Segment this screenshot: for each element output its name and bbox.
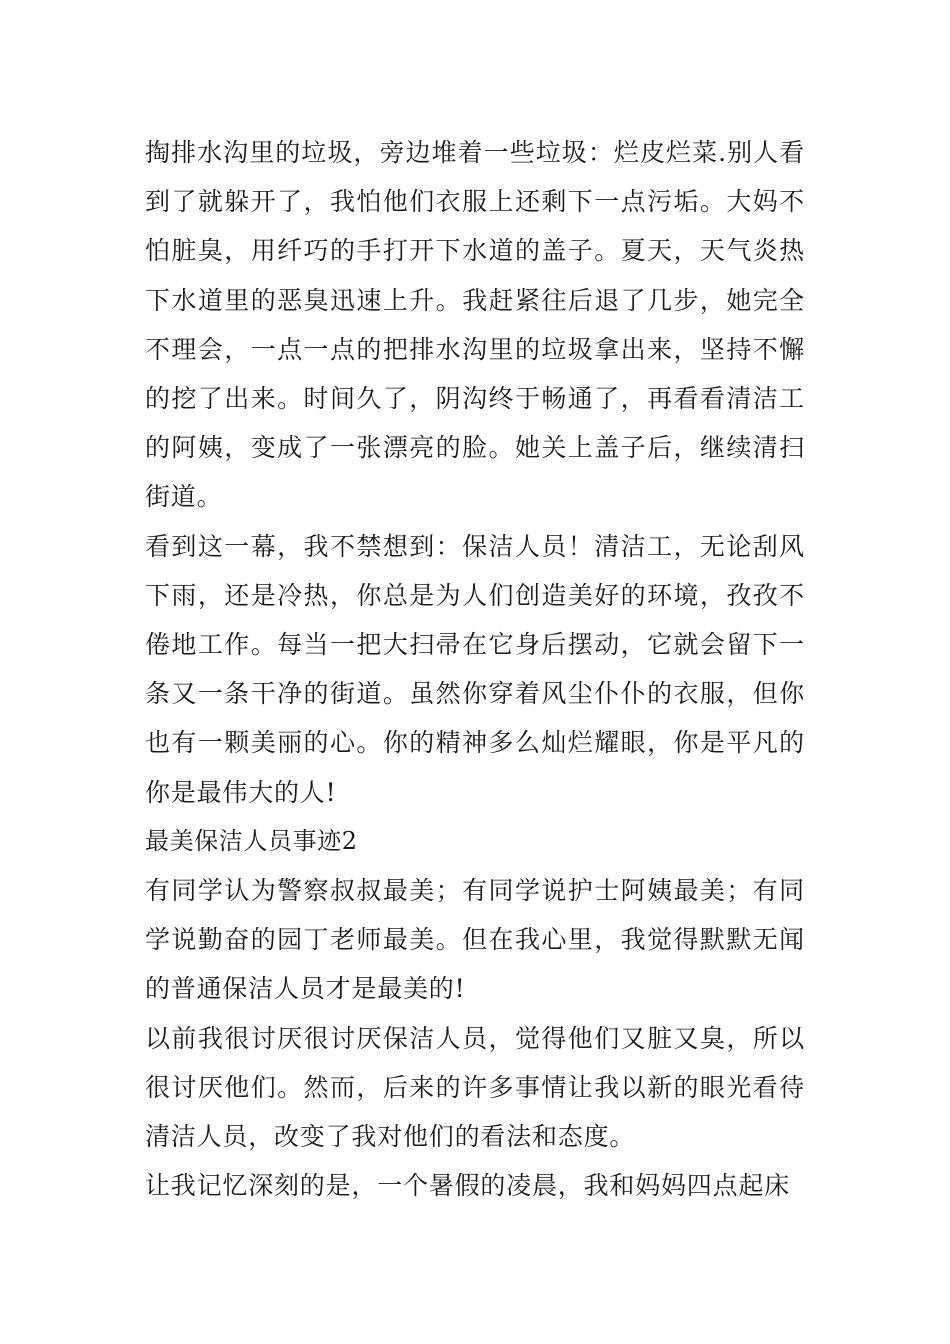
paragraph-cleaning-drain: 掏排水沟里的垃圾，旁边堆着一些垃圾：烂皮烂菜.别人看到了就躲开了，我怕他们衣服上还剩下一点污垢。大妈不怕脏臭，用纤巧的手打开下水道的盖子。夏天，天气炎热下水道里的恶臭迅速上升。我赶紧往后退了几步，她完全不理会，一点一点的把排水沟里的垃圾拿出来，坚持不懈的挖了出来。时间久了，阴沟终于畅通了，再看看清洁工的阿姨，变成了一张漂亮的脸。她关上盖子后，继续清扫街道。 [145, 138, 805, 512]
document-page [145, 128, 805, 1210]
paragraph-summer-morning: 让我记忆深刻的是，一个暑假的凌晨，我和妈妈四点起床 [145, 1171, 791, 1201]
paragraph-changed-view: 以前我很讨厌很讨厌保洁人员，觉得他们又脏又臭，所以很讨厌他们。然而，后来的许多事情让我以新的眼光看待清洁人员，改变了我对他们的看法和态度。 [145, 1023, 805, 1152]
section-heading: 最美保洁人员事迹2 [145, 826, 358, 855]
paragraph-praise-cleaner: 看到这一幕，我不禁想到：保洁人员！清洁工，无论刮风下雨，还是冷热，你总是为人们创造美好的环境，孜孜不倦地工作。每当一把大扫帚在它身后摆动，它就会留下一条又一条干净的街道。虽然你穿着风尘仆仆的衣服，但你也有一颗美丽的心。你的精神多么灿烂耀眼，你是平凡的你是最伟大的人! [145, 531, 805, 807]
paragraph-most-beautiful: 有同学认为警察叔叔最美；有同学说护士阿姨最美；有同学说勤奋的园丁老师最美。但在我心里，我觉得默默无闻的普通保洁人员才是最美的! [145, 876, 805, 1004]
